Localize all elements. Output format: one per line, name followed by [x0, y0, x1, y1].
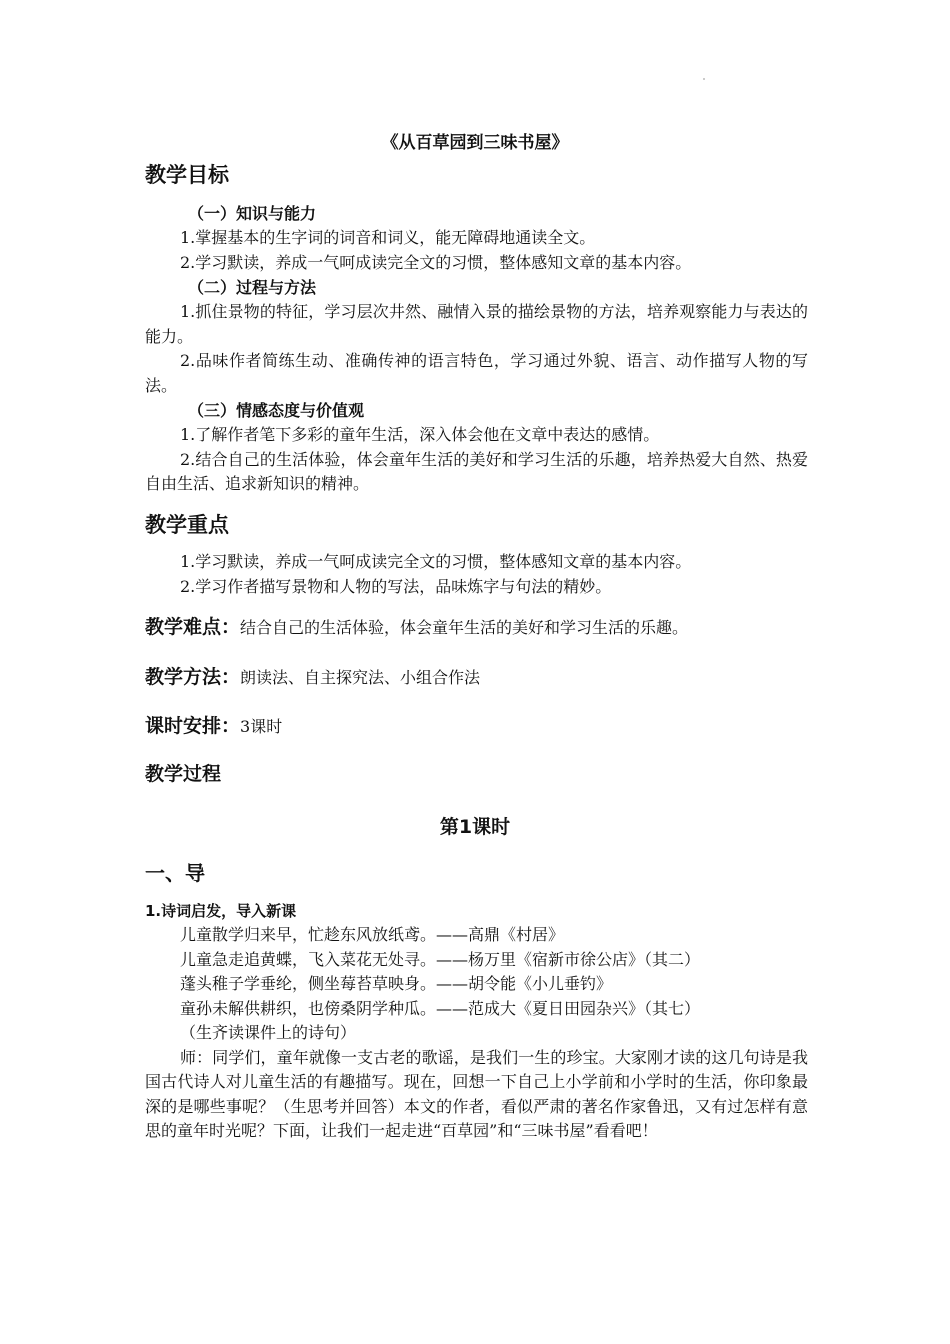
methods-value: 朗读法、自主探究法、小组合作法 — [240, 668, 481, 687]
lesson-title: 第1课时 — [439, 816, 511, 838]
objectives-section — [145, 160, 808, 497]
process-section — [145, 759, 808, 789]
key-points-heading: 教学重点 — [145, 513, 229, 537]
key-point-item: 1.学习默读，养成一气呵成读完全文的习惯，整体感知文章的基本内容。 — [180, 552, 692, 571]
lesson-sub-heading: 1.诗词启发，导入新课 — [145, 902, 297, 920]
objective-item: 1.抓住景物的特征，学习层次井然、融情入景的描绘景物的方法，培养观察能力与表达的能力。 — [145, 302, 808, 346]
lesson-section-heading: 一、导 — [145, 861, 205, 885]
objective-sub-heading-3: （三）情感态度与价值观 — [188, 401, 365, 420]
difficulty-value: 结合自己的生活体验，体会童年生活的美好和学习生活的乐趣。 — [240, 618, 689, 637]
schedule-label: 课时安排： — [145, 715, 241, 737]
key-point-item: 2.学习作者描写景物和人物的写法，品味炼字与句法的精妙。 — [180, 576, 612, 596]
objective-item: 1.掌握基本的生字词的词音和词义，能无障碍地通读全文。 — [180, 228, 596, 247]
objective-item: 2.品味作者简练生动、准确传神的语言特色，学习通过外貌、语言、动作描写人物的写法。 — [145, 351, 808, 395]
objective-sub-heading-2: （二）过程与方法 — [188, 278, 317, 297]
process-heading: 教学过程 — [145, 763, 222, 785]
objective-sub-heading-1: （一）知识与能力 — [188, 204, 317, 223]
speck — [703, 78, 705, 80]
objective-item: 2.学习默读，养成一气呵成读完全文的习惯，整体感知文章的基本内容。 — [180, 252, 692, 272]
methods-row — [145, 662, 808, 689]
schedule-row — [145, 711, 808, 738]
poem-line: 童孙未解供耕织，也傍桑阴学种瓜。——范成大《夏日田园杂兴》（其七） — [180, 998, 701, 1018]
lesson1-section — [145, 858, 808, 1144]
stage-note: （生齐读课件上的诗句） — [180, 1023, 357, 1042]
methods-label: 教学方法： — [145, 666, 241, 688]
objective-item: 2.结合自己的生活体验，体会童年生活的美好和学习生活的乐趣，培养热爱大自然、热爱自由生活、追求新知识的精神。 — [145, 449, 808, 493]
poem-line: 蓬头稚子学垂纶，侧坐莓苔草映身。——胡令能《小儿垂钓》 — [180, 974, 613, 993]
objective-item: 1.了解作者笔下多彩的童年生活，深入体会他在文章中表达的感情。 — [180, 425, 660, 444]
teacher-speech: 师：同学们，童年就像一支古老的歌谣，是我们一生的珍宝。大家刚才读的这几句诗是我国古代诗人对儿童生活的有趣描写。现在，回想一下自己上小学前和小学时的生活，你印象最深的是哪些事呢？（生思考并回答）本文的作者，看似严肃的著名作家鲁迅，又有过怎样有意思的童年时光呢？下面，让我们一起走进“百草园”和“三味书屋”看看吧！ — [145, 1047, 808, 1140]
key-points-section — [145, 510, 808, 599]
document-title: 《从百草园到三味书屋》 — [381, 133, 569, 153]
difficulty-label: 教学难点： — [145, 616, 241, 638]
difficulty-row — [145, 612, 808, 639]
poem-line: 儿童散学归来早，忙趁东风放纸鸢。——高鼎《村居》 — [180, 925, 565, 944]
poem-line: 儿童急走追黄蝶，飞入菜花无处寻。——杨万里《宿新市徐公店》（其二） — [180, 949, 701, 969]
objectives-heading: 教学目标 — [145, 163, 229, 187]
schedule-value: 3课时 — [240, 717, 283, 736]
